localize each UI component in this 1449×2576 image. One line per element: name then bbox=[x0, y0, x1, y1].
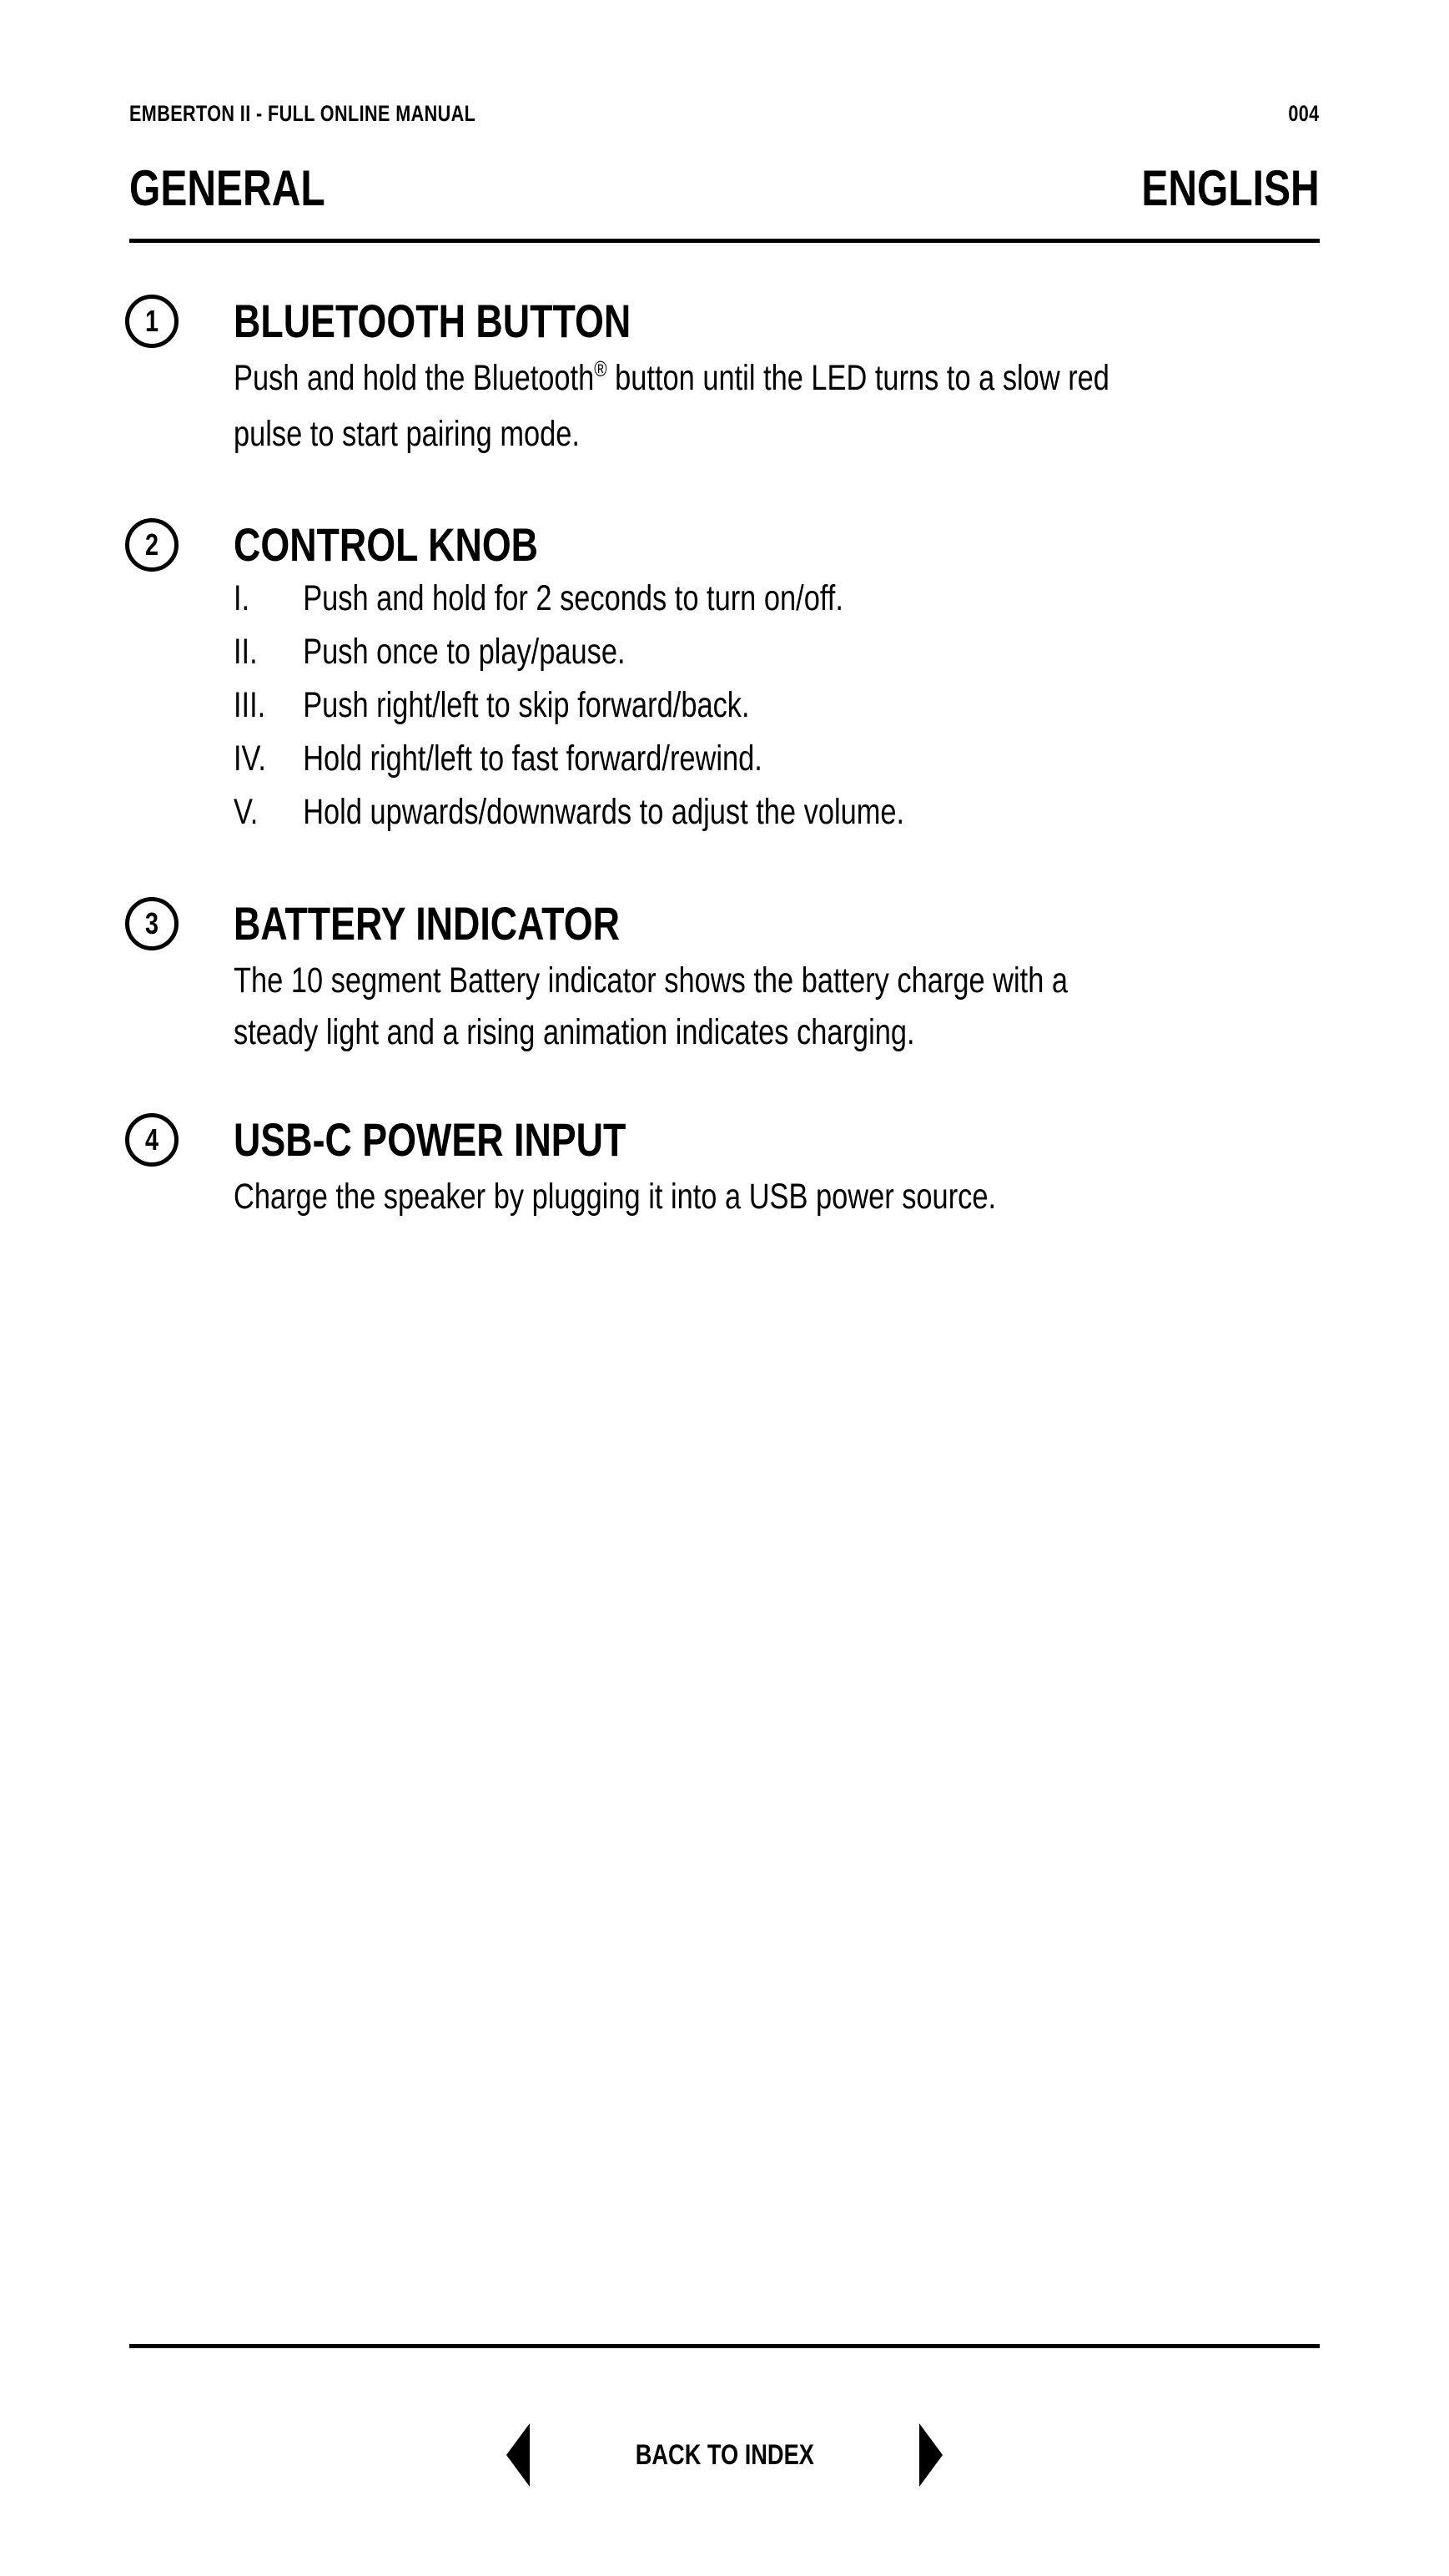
list-item: III. Push right/left to skip forward/back. bbox=[234, 685, 750, 725]
item-heading: BLUETOOTH BUTTON bbox=[234, 295, 631, 347]
list-item: V. Hold upwards/downwards to adjust the volume. bbox=[234, 792, 905, 832]
manual-item-bluetooth-button bbox=[129, 295, 1320, 460]
item-number: 3 bbox=[144, 906, 159, 940]
manual-item-battery-indicator bbox=[129, 897, 1320, 1058]
back-to-index-button[interactable]: BACK TO INDEX bbox=[635, 2439, 814, 2471]
header-divider bbox=[129, 239, 1320, 243]
list-item: IV. Hold right/left to fast forward/rewind. bbox=[234, 739, 762, 779]
item-body: The 10 segment Battery indicator shows the battery charge with a steady light and a rising animation indicates charging. bbox=[234, 960, 1069, 1052]
manual-title: EMBERTON II - FULL ONLINE MANUAL bbox=[129, 101, 476, 126]
item-heading: USB-C POWER INPUT bbox=[234, 1113, 626, 1166]
item-body: Charge the speaker by plugging it into a USB power source. bbox=[234, 1177, 997, 1217]
footer-divider bbox=[129, 2344, 1320, 2348]
item-body: Push and hold the Bluetooth® button until the LED turns to a slow red pulse to start pairing mode. bbox=[234, 356, 1109, 454]
roman-numeral-list bbox=[234, 572, 1320, 839]
item-number-badge bbox=[125, 897, 179, 950]
footer-navigation bbox=[0, 2422, 1449, 2488]
item-heading: CONTROL KNOB bbox=[234, 518, 539, 571]
manual-item-usbc-power-input bbox=[129, 1113, 1320, 1222]
prev-page-icon[interactable] bbox=[506, 2423, 530, 2487]
item-number: 4 bbox=[144, 1122, 159, 1157]
item-heading: BATTERY INDICATOR bbox=[234, 897, 620, 950]
page-header bbox=[129, 101, 1320, 126]
next-page-icon[interactable] bbox=[919, 2423, 943, 2487]
item-number-badge bbox=[125, 1113, 179, 1167]
language-label: ENGLISH bbox=[1141, 160, 1320, 216]
section-title: GENERAL bbox=[129, 160, 325, 216]
list-item: I. Push and hold for 2 seconds to turn on/off. bbox=[234, 578, 843, 618]
registered-trademark-symbol: ® bbox=[594, 356, 607, 381]
item-number: 1 bbox=[144, 304, 159, 338]
list-item: II. Push once to play/pause. bbox=[234, 632, 626, 672]
item-number-badge bbox=[125, 518, 179, 572]
manual-item-control-knob bbox=[129, 518, 1320, 839]
item-number-badge bbox=[125, 295, 179, 348]
page-number: 004 bbox=[1288, 101, 1320, 126]
item-number: 2 bbox=[144, 527, 159, 562]
section-title-row bbox=[129, 160, 1320, 217]
